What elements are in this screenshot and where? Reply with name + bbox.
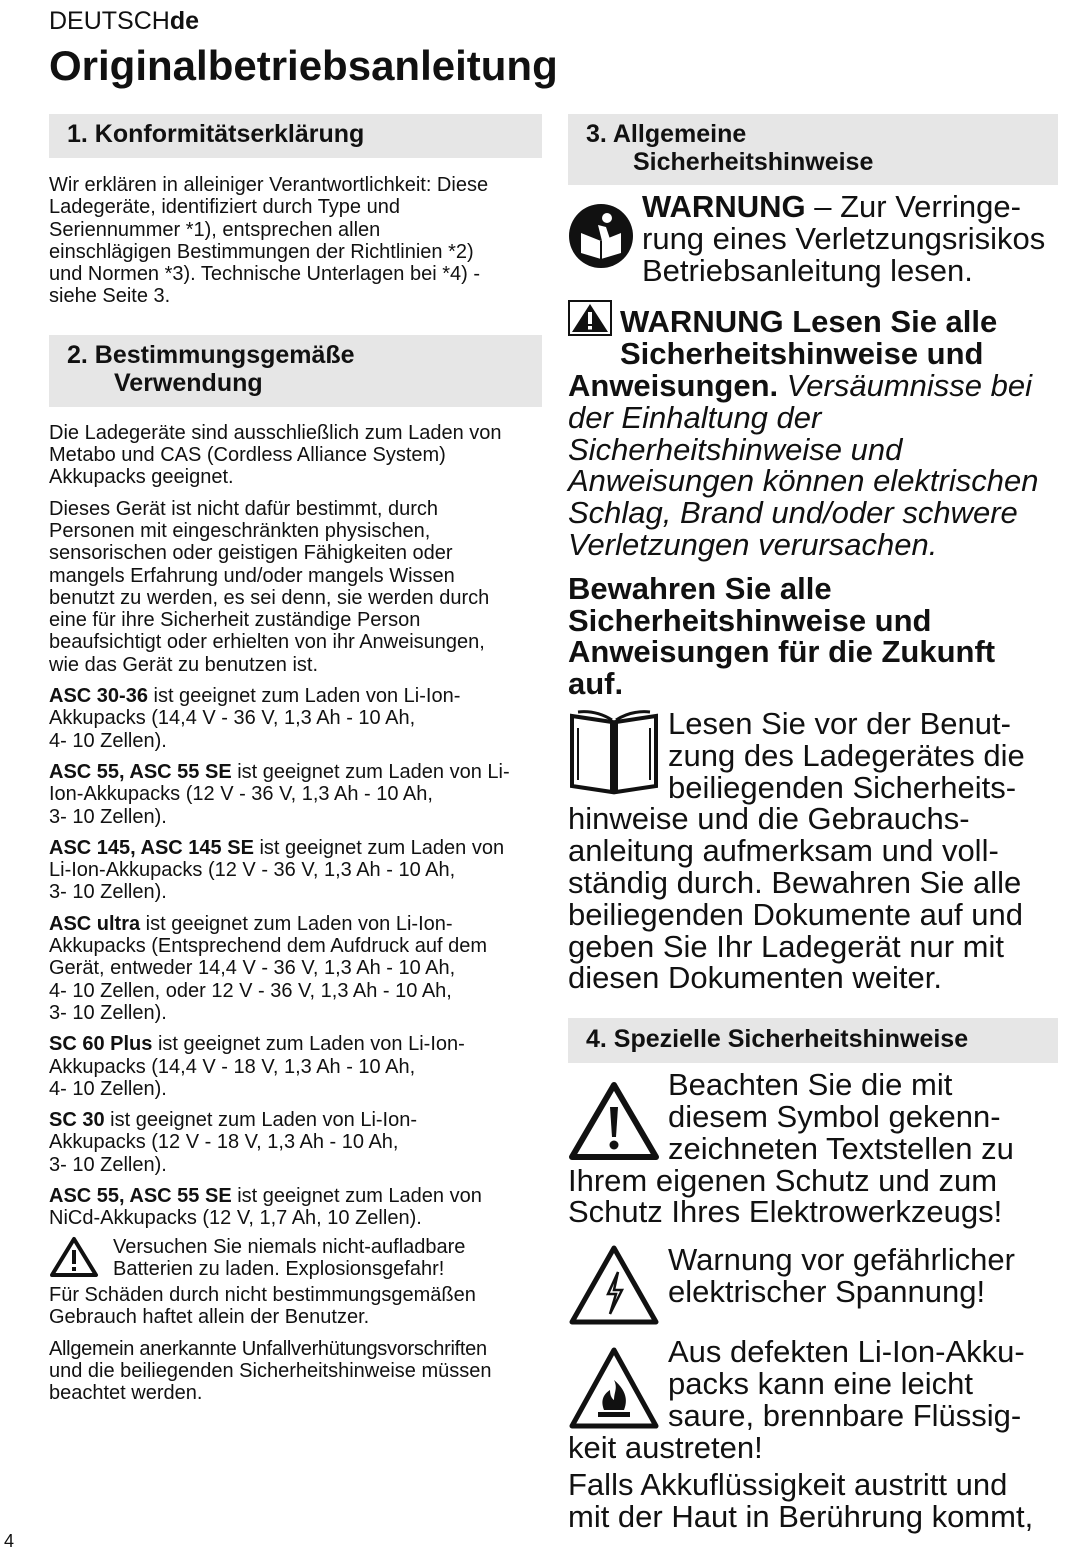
text-line: 3- 10 Zellen). (49, 1001, 167, 1024)
text-span: ist geeignet zum Laden von Li-Ion- (152, 1033, 465, 1056)
text-line: Bewahren Sie alle (568, 570, 832, 606)
section-2-heading (49, 335, 542, 407)
text-line: sensorischen oder geistigen Fähigkeiten oder (49, 542, 453, 565)
asc55-paragraph (49, 761, 542, 828)
warning-heading: WARNUNG Lesen Sie alle (620, 304, 998, 340)
intended-use-paragraph (49, 422, 542, 489)
text-line: keit austreten! (568, 1429, 763, 1465)
text-line (49, 1033, 542, 1055)
model-name: ASC 145, ASC 145 SE (49, 836, 254, 859)
text-line: benutzt zu werden, es sei denn, sie werden durch (49, 586, 490, 609)
left-column (49, 114, 542, 1414)
text-line: rung eines Verletzungsrisikos (642, 220, 1046, 256)
liability-paragraph (49, 1284, 542, 1329)
text-line: mit der Haut in Berührung kommt, (568, 1499, 1034, 1535)
model-name: ASC 55, ASC 55 SE (49, 760, 232, 783)
section-1-heading: 1. Konformitätserklärung (49, 114, 542, 158)
warning-icon (568, 300, 612, 336)
text-line: packs kann eine leicht (668, 1365, 974, 1401)
skin-contact-paragraph (568, 1469, 1058, 1533)
open-book-icon (568, 708, 660, 798)
text-line: Verletzungen verursachen. (568, 526, 938, 562)
text-line: Anweisungen für die Zukunft (568, 634, 996, 670)
voltage-warning (568, 1244, 1058, 1326)
text-line: eine für ihre Sicherheit zuständige Person (49, 609, 421, 632)
text-line: Akkupacks (Entsprechend dem Aufdruck auf dem (49, 935, 488, 958)
text-line: Falls Akkuflüssigkeit austritt und (568, 1467, 1008, 1503)
text-line: auf. (568, 666, 624, 702)
text-line: Aus defekten Li-Ion-Akku- (668, 1334, 1025, 1370)
text-line: und die beiliegenden Sicherheitshinweise müssen (49, 1360, 492, 1383)
heading-line: Sicherheitshinweise (633, 148, 874, 176)
text-line: 3- 10 Zellen). (49, 881, 167, 904)
text-line: Metabo und CAS (Cordless Alliance System) (49, 444, 446, 467)
restrictions-paragraph (49, 498, 542, 676)
text-line: Personen mit eingeschränkten physischen, (49, 519, 431, 542)
right-column (568, 114, 1058, 1533)
section-1-text (49, 174, 542, 308)
text-line: Lesen Sie vor der Benut- (668, 705, 1011, 741)
sc60-paragraph (49, 1033, 542, 1100)
text-line (49, 761, 542, 783)
text-line (49, 685, 542, 707)
text-line: Ion-Akkupacks (12 V - 36 V, 1,3 Ah - 10 Ah, (49, 783, 433, 806)
text-line: anleitung aufmerksam und voll- (568, 833, 999, 869)
text-line: Die Ladegeräte sind ausschließlich zum Laden von (49, 421, 502, 444)
text-line: Li-Ion-Akkupacks (12 V - 36 V, 1,3 Ah - 10 Ah, (49, 859, 456, 882)
asc-ultra-paragraph (49, 913, 542, 1024)
text-line: Ihrem eigenen Schutz und zum (568, 1162, 998, 1198)
text-span: ist geeignet zum Laden von (231, 1184, 482, 1207)
text-line: mangels Erfahrung und/oder mangels Wissen (49, 564, 455, 587)
text-line: Gebrauch haftet allein der Benutzer. (49, 1306, 370, 1329)
warning-heading: Sicherheitshinweise und (620, 336, 984, 372)
text-line: Batterien zu laden. Explosionsgefahr! (113, 1257, 445, 1280)
text-line: beiliegenden Dokumente auf und (568, 896, 1024, 932)
text-line: beaufsichtigt oder erhielten von ihr Anweisungen, (49, 631, 485, 654)
text-line: 3- 10 Zellen). (49, 805, 167, 828)
text-line: beachtet werden. (49, 1382, 203, 1405)
asc30-paragraph (49, 685, 542, 752)
text-line: 4- 10 Zellen, oder 12 V - 36 V, 1,3 Ah - 10 Ah, (49, 979, 452, 1002)
text-line: elektrischer Spannung! (668, 1273, 986, 1309)
section-3-heading (568, 114, 1058, 185)
text-line (49, 837, 542, 859)
text-line: wie das Gerät zu benutzen ist. (49, 653, 319, 676)
text-line: Allgemein anerkannte Unfallverhütungsvorschriften (49, 1337, 487, 1360)
read-manual-warning (568, 191, 1058, 286)
asc145-paragraph (49, 837, 542, 904)
text-line: Sicherheitshinweise und (568, 431, 903, 467)
page-number: 4 (4, 1531, 15, 1551)
text-line: Schutz Ihres Elektrowerkzeugs! (568, 1194, 1003, 1230)
model-name: ASC 30-36 (49, 685, 148, 708)
text-line: ständig durch. Bewahren Sie alle (568, 864, 1022, 900)
text-line (642, 191, 1045, 223)
text-line: 4- 10 Zellen). (49, 1077, 167, 1100)
text-line: saure, brennbare Flüssig- (668, 1397, 1022, 1433)
symbol-notice (568, 1069, 1058, 1228)
text-line: Akkupacks (14,4 V - 36 V, 1,3 Ah - 10 Ah, (49, 707, 416, 730)
read-manual-icon (568, 203, 636, 273)
text-line: Akkupacks (14,4 V - 18 V, 1,3 Ah - 10 Ah, (49, 1055, 416, 1078)
text-line (49, 913, 542, 935)
text-line (568, 367, 1058, 403)
text-span: ist geeignet zum Laden von Li-Ion- (104, 1109, 418, 1132)
text-span: ist geeignet zum Laden von (253, 836, 505, 859)
text-line: 3- 10 Zellen). (49, 1153, 167, 1176)
read-before-use (568, 705, 1058, 996)
text-line: zung des Ladegerätes die (668, 737, 1025, 773)
warning-word: WARNUNG (642, 189, 806, 224)
text-line: NiCd-Akkupacks (12 V, 1,7 Ah, 10 Zellen). (49, 1207, 422, 1230)
text-line: Sicherheitshinweise und (568, 602, 932, 638)
text-line: siehe Seite 3. (49, 285, 171, 308)
text-line: der Einhaltung der (568, 399, 822, 435)
italic-text: Versäumnisse bei (778, 367, 1032, 403)
text-span: ist geeignet zum Laden von Li- (231, 760, 510, 783)
text-line: Schlag, Brand und/oder schwere (568, 495, 1018, 531)
text-span: – Zur Verringe- (805, 189, 1021, 224)
model-name: ASC ultra (49, 912, 141, 935)
text-line: hinweise und die Gebrauchs- (568, 801, 970, 837)
text-line: Ladegeräte, identifiziert durch Type und (49, 196, 400, 219)
model-name: SC 30 (49, 1109, 105, 1132)
text-line: Betriebsanleitung lesen. (642, 252, 973, 288)
text-line (568, 300, 1058, 338)
text-line: diesem Symbol gekenn- (668, 1098, 1001, 1134)
language-name: DEUTSCH (49, 7, 170, 35)
text-line: beiliegenden Sicherheits- (668, 769, 1017, 805)
text-line (568, 338, 1058, 370)
sc30-paragraph (49, 1109, 542, 1176)
exclamation-triangle-icon (568, 1081, 660, 1161)
text-line: zeichneten Textstellen zu (668, 1130, 1014, 1166)
heading-line: 2. Bestimmungsgemäße (67, 340, 355, 369)
general-warning (568, 300, 1058, 560)
heading-line: 3. Allgemeine (586, 120, 747, 148)
text-line: Gerät, entweder 14,4 V - 36 V, 1,3 Ah - 10 Ah, (49, 957, 456, 980)
text-line: Für Schäden durch nicht bestimmungsgemäßen (49, 1284, 476, 1307)
language-code: de (169, 7, 200, 35)
text-line: Akkupacks geeignet. (49, 466, 234, 489)
heading-line: Verwendung (114, 368, 263, 397)
battery-warning-text (113, 1236, 465, 1281)
text-line (49, 1185, 542, 1207)
text-line: Beachten Sie die mit (668, 1067, 953, 1103)
read-manual-text (642, 191, 1045, 286)
model-name: SC 60 Plus (49, 1033, 153, 1056)
text-line: und Normen *3). Technische Unterlagen bei *4) - (49, 263, 480, 286)
text-span: ist geeignet zum Laden von Li-Ion- (140, 912, 453, 935)
text-line: Versuchen Sie niemals nicht-aufladbare (113, 1235, 466, 1258)
language-label (49, 6, 199, 36)
fluid-warning (568, 1336, 1058, 1463)
text-line: Wir erklären in alleiniger Verantwortlichkeit: Diese (49, 174, 489, 196)
text-span: ist geeignet zum Laden von Li-Ion- (147, 685, 461, 708)
text-line (49, 1109, 542, 1131)
battery-warning (49, 1236, 542, 1285)
text-line: diesen Dokumenten weiter. (568, 960, 942, 996)
text-line: Seriennummer *1), entsprechen allen (49, 218, 381, 241)
text-line: 4- 10 Zellen). (49, 729, 167, 752)
section-4-heading: 4. Spezielle Sicherheitshinweise (568, 1018, 1058, 1063)
text-line: Akkupacks (12 V - 18 V, 1,3 Ah - 10 Ah, (49, 1131, 399, 1154)
accident-prevention-paragraph (49, 1338, 542, 1405)
keep-instructions (568, 570, 1058, 702)
warning-triangle-icon (49, 1236, 105, 1280)
text-line: einschlägigen Bestimmungen der Richtlinien *2) (49, 240, 474, 263)
text-line: geben Sie Ihr Ladegerät nur mit (568, 928, 1004, 964)
warning-heading: Anweisungen. (568, 367, 779, 403)
model-name: ASC 55, ASC 55 SE (49, 1184, 232, 1207)
high-voltage-icon (568, 1244, 660, 1326)
text-line: Dieses Gerät ist nicht dafür bestimmt, durch (49, 497, 439, 520)
flammable-icon (568, 1346, 660, 1430)
text-line: Warnung vor gefährlicher (668, 1242, 1015, 1278)
nicd-paragraph (49, 1185, 542, 1230)
text-line: Anweisungen können elektrischen (568, 463, 1039, 499)
document-title: Originalbetriebsanleitung (49, 42, 558, 89)
